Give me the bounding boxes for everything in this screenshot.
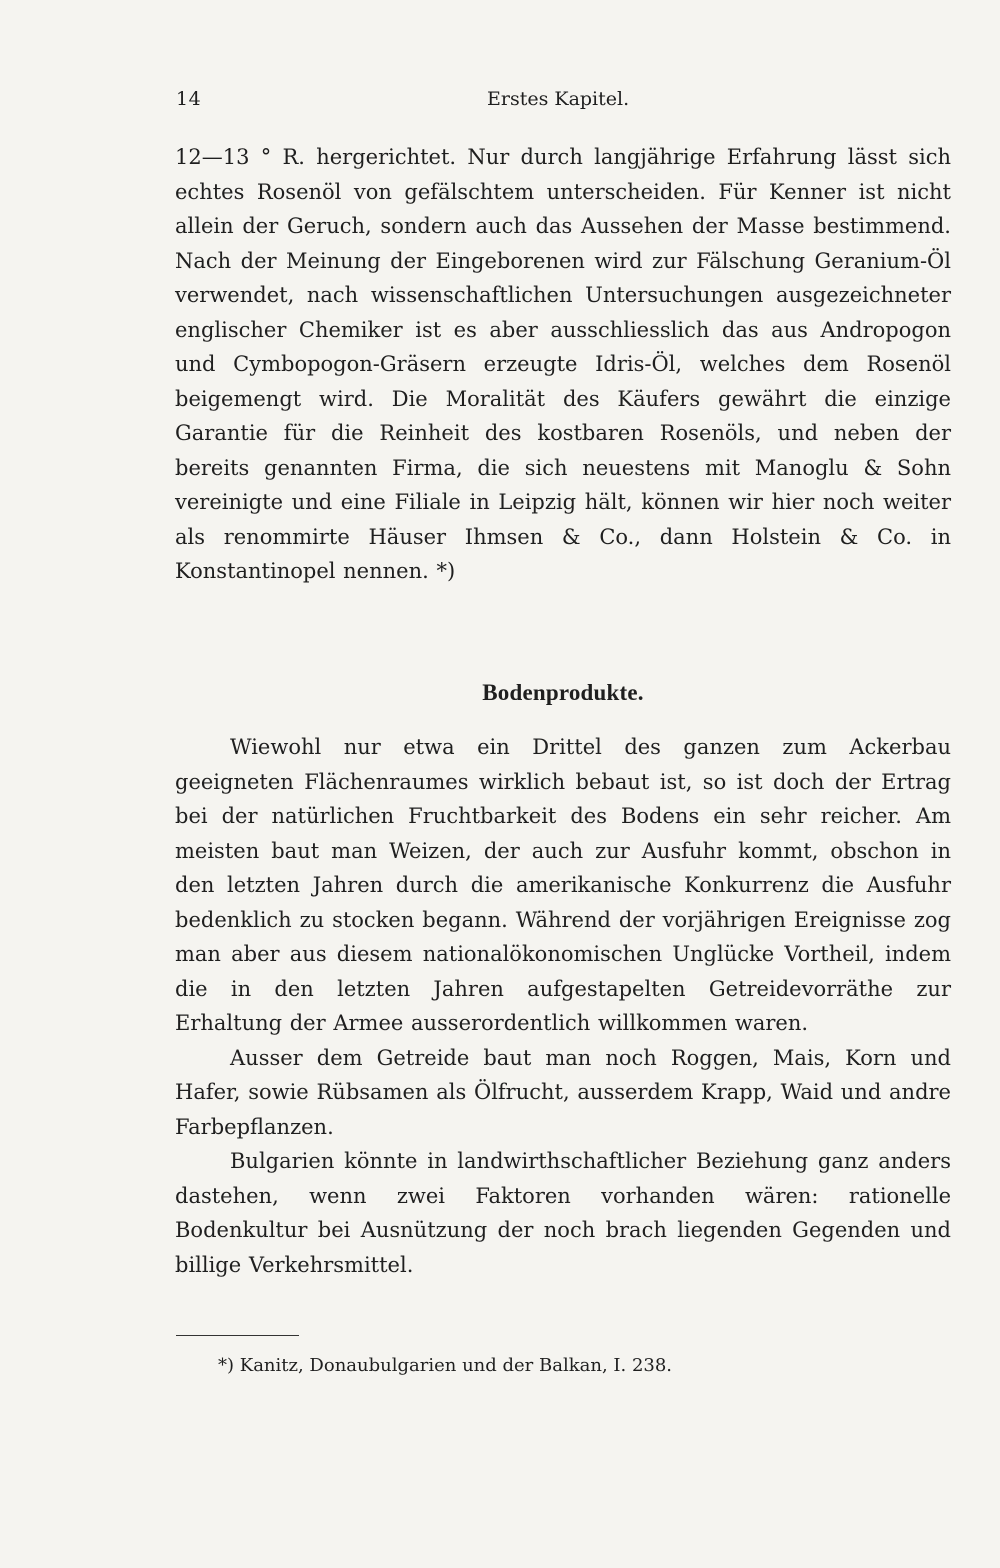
paragraph-bulgarien: Bulgarien könnte in landwirthschaftlicher Beziehung ganz anders dastehen, wenn zwei Faktoren vorhanden wären: rationelle Bodenkultur bei Ausnützung der noch brach liegenden Gegenden und billige Verkehrsmittel. [175,1149,951,1277]
paragraph-rosenoel: 12—13 ° R. hergerichtet. Nur durch langjährige Erfahrung lässt sich echtes Rosenöl von gefälschtem unterscheiden. Für Kenner ist nicht allein der Geruch, sondern auch das Aussehen der Masse bestimmend. Nach der Meinung der Eingeborenen wird zur Fälschung Geranium-Öl verwendet, nach wissenschaftlichen Untersuchungen ausgezeichneter englischer Chemiker ist es aber ausschliesslich das aus Andropogon und Cymbopogon-Gräsern erzeugte Idris-Öl, welches dem Rosenöl beigemengt wird. Die Moralität des Käufers gewährt die einzige Garantie für die Reinheit des kostbaren Rosenöls, und neben der bereits genannten Firma, die sich neuestens mit Manoglu & Sohn vereinigte und eine Filiale in Leipzig hält, können wir hier noch weiter als renommirte Häuser Ihmsen & Co., dann Holstein & Co. in Konstantinopel nennen. *) [175,145,951,583]
footnote-rule [176,1335,299,1336]
page-number: 14 [176,88,202,110]
page-header [176,88,950,118]
paragraph-weizen: Wiewohl nur etwa ein Drittel des ganzen zum Ackerbau geeigneten Flächenraumes wirklich bebaut ist, so ist doch der Ertrag bei der natürlichen Fruchtbarkeit des Bodens ein sehr reicher. Am meisten baut man Weizen, der auch zur Ausfuhr kommt, obschon in den letzten Jahren durch die amerikanische Konkurrenz die Ausfuhr bedenklich zu stocken begann. Während der vorjährigen Ereignisse zog man aber aus diesem nationalökonomischen Unglücke Vortheil, indem die in den letzten Jahren aufgestapelten Getreidevorräthe zur Erhaltung der Armee ausserordentlich willkommen waren. [175,735,951,1035]
body-text-bottom [175,730,951,1282]
paragraph-getreide: Ausser dem Getreide baut man noch Roggen, Mais, Korn und Hafer, sowie Rübsamen als Ölfrucht, ausserdem Krapp, Waid und andre Farbepflanzen. [175,1045,951,1139]
section-heading: Bodenprodukte. [482,680,644,705]
body-text-top [175,140,951,589]
footnote: *) Kanitz, Donaubulgarien und der Balkan, I. 238. [218,1355,673,1376]
running-head: Erstes Kapitel. [487,88,630,110]
